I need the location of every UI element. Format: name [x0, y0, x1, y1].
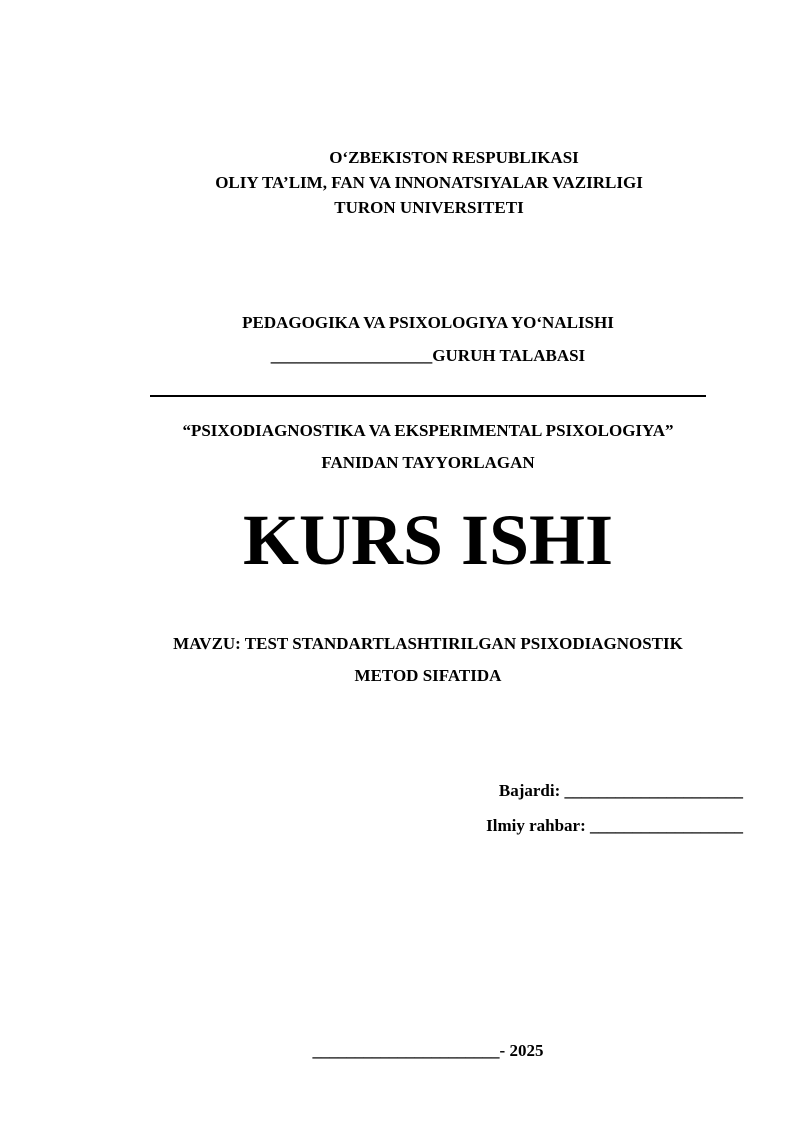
subject-line: “PSIXODIAGNOSTIKA VA EKSPERIMENTAL PSIXOLOGIYA”	[182, 421, 674, 440]
country-heading: O‘ZBEKISTON RESPUBLIKASI	[329, 148, 579, 167]
performed-by-line: Bajardi: _____________________	[498, 781, 743, 800]
ministry-heading: OLIY TA’LIM, FAN VA INNONATSIYALAR VAZIRLIGI	[215, 173, 643, 192]
topic-line-2: METOD SIFATIDA	[354, 666, 502, 685]
year-line: ______________________- 2025	[312, 1041, 544, 1060]
topic-line-1: MAVZU: TEST STANDARTLASHTIRILGAN PSIXODIAGNOSTIK	[173, 634, 683, 653]
student-name-rule	[150, 395, 706, 397]
prepared-line: FANIDAN TAYYORLAGAN	[321, 453, 535, 472]
university-heading: TURON UNIVERSITETI	[334, 198, 524, 217]
direction-line: PEDAGOGIKA VA PSIXOLOGIYA YO‘NALISHI	[242, 313, 614, 332]
group-line: ___________________GURUH TALABASI	[270, 346, 586, 365]
document-title: KURS ISHI	[242, 500, 614, 580]
supervisor-line: Ilmiy rahbar: __________________	[486, 816, 743, 835]
